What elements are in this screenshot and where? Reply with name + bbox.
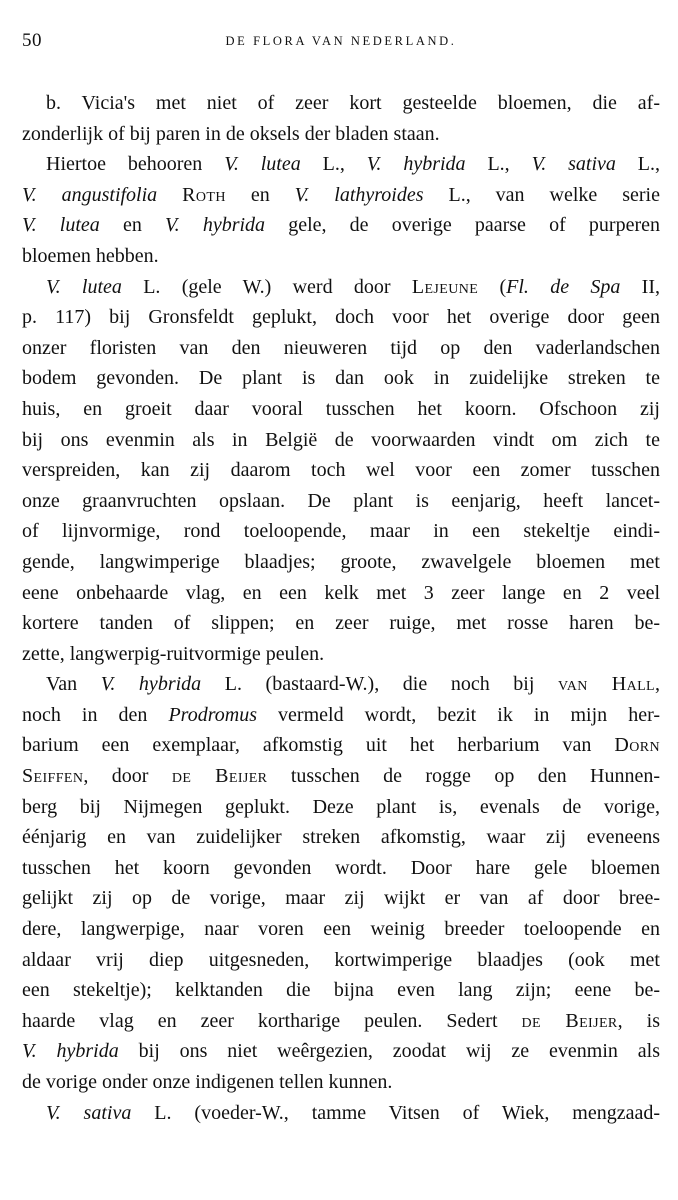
text-line: noch in den Prodromus vermeld wordt, bezit ik in mijn her- (22, 703, 660, 726)
species-name: V. lathyroides (294, 183, 424, 206)
species-name: V. hybrida (22, 1040, 119, 1063)
text-line: bodem gevonden. De plant is dan ook in zuidelijke streken te (22, 367, 660, 390)
text-line: aldaar vrij diep uitgesneden, kortwimperige blaadjes (ook met (22, 948, 660, 971)
text-line: verspreiden, kan zij daarom toch wel voor een zomer tusschen (22, 459, 660, 482)
text-line: of lijnvormige, rond toeloopende, maar in een stekeltje eindi- (22, 520, 660, 543)
author-name: de Beijer (171, 765, 268, 788)
text-line: gelijkt zij op de vorige, maar zij wijkt er van af door bree- (22, 887, 660, 910)
running-head (22, 30, 660, 54)
book-page (22, 30, 660, 1128)
text-line: p. 117) bij Gronsfeldt geplukt, doch voor het overige door geen (22, 306, 660, 329)
text-line: éénjarig en van zuidelijker streken afkomstig, waar zij eveneens (22, 826, 660, 849)
text-line: de vorige onder onze indigenen tellen kunnen. (22, 1071, 393, 1093)
page-number: 50 (22, 30, 42, 51)
text-line: barium een exemplaar, afkomstig uit het herbarium van Dorn (22, 734, 660, 757)
species-name: V. lutea (22, 214, 100, 237)
author-name: Lejeune (411, 275, 479, 298)
text-line: bij ons evenmin als in België de voorwaarden vindt om zich te (22, 428, 660, 451)
species-name: V. sativa (531, 153, 616, 176)
species-name: V. sativa (46, 1101, 132, 1124)
text-line: dere, langwerpige, naar voren een weinig breeder toeloopende en (22, 918, 660, 941)
species-name: V. hybrida (165, 214, 266, 237)
species-name: V. lutea (46, 275, 122, 298)
running-title: DE FLORA VAN NEDERLAND. (225, 34, 457, 48)
text-line: een stekeltje); kelktanden die bijna even lang zijn; eene be- (22, 979, 660, 1002)
text-line: V. lutea L. (gele W.) werd door Lejeune (Fl. de Spa II, (46, 275, 660, 298)
text-line: kortere tanden of slippen; en zeer ruige, met rosse haren be- (22, 612, 660, 635)
species-name: V. lutea (224, 153, 301, 176)
text-line: V. lutea en V. hybrida gele, de overige paarse of purperen (22, 214, 660, 237)
text-line: V. hybrida bij ons niet weêrgezien, zoodat wij ze evenmin als (22, 1040, 660, 1063)
text-line: Hiertoe behooren V. lutea L., V. hybrida L., V. sativa L., (46, 153, 660, 176)
text-line: Seiffen, door de Beijer tusschen de rogge op den Hunnen- (22, 765, 660, 788)
text-line: gende, langwimperige blaadjes; groote, zwavelgele bloemen met (22, 550, 660, 573)
author-name: van Hall (558, 673, 655, 696)
text-line: V. sativa L. (voeder-W., tamme Vitsen of Wiek, mengzaad- (46, 1101, 660, 1124)
text-line: zette, langwerpig-ruitvormige peulen. (22, 642, 325, 665)
body-text (22, 88, 660, 1128)
species-name: V. hybrida (366, 153, 466, 176)
text-line: zonderlijk of bij paren in de oksels der bladen staan. (22, 122, 440, 145)
publication-title: Prodromus (168, 703, 257, 726)
text-line: tusschen het koorn gevonden wordt. Door hare gele bloemen (22, 856, 660, 879)
text-line: onze graanvruchten opslaan. De plant is eenjarig, heeft lancet- (22, 489, 660, 512)
text-line: b. Vicia's met niet of zeer kort gesteelde bloemen, die af- (46, 92, 660, 114)
text-line: onzer floristen van den nieuweren tijd op den vaderlandschen (22, 336, 660, 359)
text-line: berg bij Nijmegen geplukt. Deze plant is, evenals de vorige, (22, 795, 660, 818)
text-line: huis, en groeit daar vooral tusschen het koorn. Ofschoon zij (22, 397, 660, 420)
species-name: V. hybrida (100, 673, 202, 696)
publication-title: Fl. de Spa (506, 275, 621, 298)
author-name: Roth (182, 183, 226, 206)
text-line: haarde vlag en zeer kortharige peulen. Sedert de Beijer, is (22, 1009, 660, 1032)
author-name: de Beijer (521, 1009, 618, 1032)
author-name: Dorn (614, 734, 660, 757)
text-line: bloemen hebben. (22, 244, 159, 267)
text-line: eene onbehaarde vlag, en een kelk met 3 zeer lange en 2 veel (22, 581, 660, 604)
species-name: V. angustifolia (22, 183, 158, 206)
text-line: Van V. hybrida L. (bastaard-W.), die noch bij van Hall, (46, 673, 660, 696)
text-line: V. angustifolia Roth en V. lathyroides L., van welke serie (22, 183, 660, 206)
author-name: Seiffen (22, 765, 84, 788)
